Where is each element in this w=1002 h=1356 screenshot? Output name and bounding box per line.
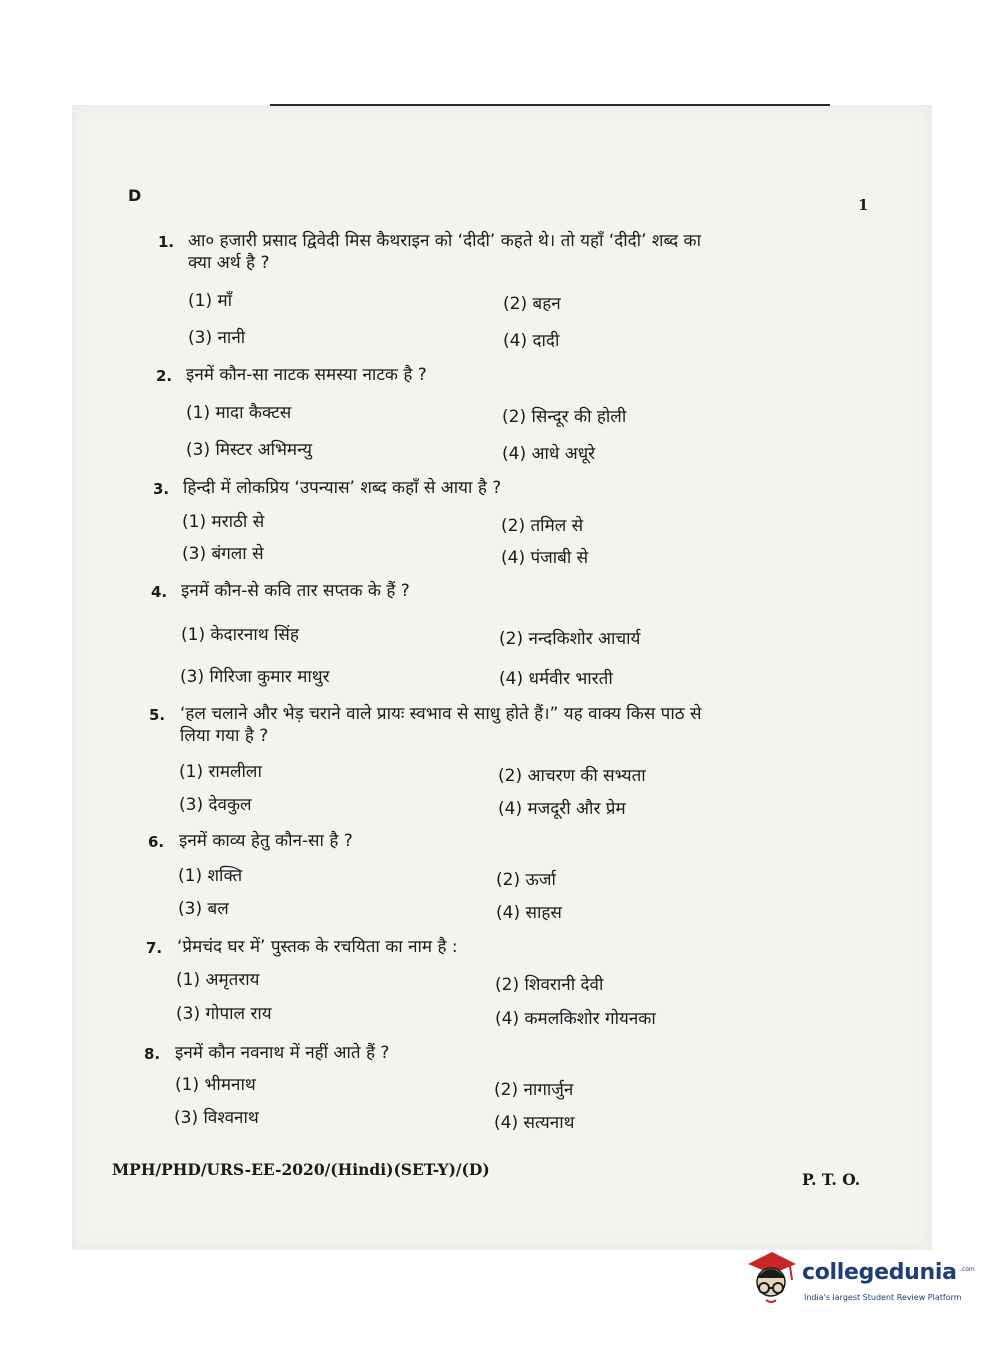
question-number: 6. — [148, 833, 165, 851]
option-3: (3) विश्वनाथ — [174, 1108, 259, 1128]
option-3: (3) देवकुल — [179, 795, 252, 815]
question-text: इनमें कौन-सा नाटक समस्या नाटक है ? — [186, 365, 427, 385]
paper-code: MPH/PHD/URS-EE-2020/(Hindi)(SET-Y)/(D) — [112, 1160, 490, 1179]
option-1: (1) भीमनाथ — [175, 1075, 256, 1095]
logo-tagline: India's largest Student Review Platform — [804, 1293, 962, 1302]
option-1: (1) केदारनाथ सिंह — [181, 625, 299, 645]
option-4: (4) मजदूरी और प्रेम — [498, 799, 626, 819]
option-3: (3) बंगला से — [182, 544, 264, 564]
question-number: 7. — [146, 939, 163, 957]
option-2: (2) शिवरानी देवी — [495, 975, 604, 995]
question-number: 2. — [156, 367, 173, 385]
option-4: (4) पंजाबी से — [501, 548, 589, 568]
question-text: आ० हजारी प्रसाद द्विवेदी मिस कैथराइन को ‘दीदी’ कहते थे। तो यहाँ ‘दीदी’ शब्द का क्या अर्थ है ? — [188, 231, 702, 273]
option-4: (4) कमलकिशोर गोयनका — [495, 1009, 656, 1029]
pto-label: P. T. O. — [802, 1170, 861, 1189]
question-text: ‘प्रेमचंद घर में’ पुस्तक के रचयिता का नाम है : — [177, 937, 458, 957]
option-1: (1) माँ — [188, 291, 233, 311]
question-text: ‘हल चलाने और भेड़ चराने वाले प्रायः स्वभाव से साधु होते हैं।” यह वाक्य किस पाठ से लिया गया है ? — [180, 704, 702, 746]
question-text: इनमें कौन-से कवि तार सप्तक के हैं ? — [181, 581, 410, 601]
option-3: (3) बल — [178, 899, 229, 919]
option-2: (2) नागार्जुन — [494, 1080, 574, 1100]
option-3: (3) मिस्टर अभिमन्यु — [186, 440, 312, 460]
option-2: (2) सिन्दूर की होली — [502, 407, 627, 427]
option-3: (3) गोपाल राय — [176, 1004, 272, 1024]
option-2: (2) ऊर्जा — [496, 870, 556, 890]
option-3: (3) नानी — [188, 328, 246, 348]
option-1: (1) रामलीला — [179, 762, 262, 782]
collegedunia-logo[interactable] — [742, 1250, 975, 1310]
logo-wordmark: collegedunia — [802, 1260, 957, 1285]
logo-domain: .com — [960, 1266, 975, 1273]
option-3: (3) गिरिजा कुमार माथुर — [180, 667, 330, 687]
option-2: (2) आचरण की सभ्यता — [498, 766, 646, 786]
graduate-mascot-icon — [742, 1250, 800, 1310]
option-1: (1) शक्ति — [178, 866, 243, 886]
question-number: 1. — [158, 233, 175, 251]
question-number: 5. — [149, 706, 166, 724]
option-1: (1) अमृतराय — [176, 970, 260, 990]
option-1: (1) मराठी से — [182, 512, 265, 532]
question-text: हिन्दी में लोकप्रिय ‘उपन्यास’ शब्द कहाँ से आया है ? — [183, 478, 502, 498]
option-2: (2) तमिल से — [501, 516, 584, 536]
top-rule — [270, 104, 830, 106]
option-4: (4) दादी — [503, 331, 560, 351]
option-2: (2) नन्दकिशोर आचार्य — [499, 629, 641, 649]
option-4: (4) साहस — [496, 903, 562, 923]
option-4: (4) धर्मवीर भारती — [499, 669, 613, 689]
page-number: 1 — [858, 196, 869, 214]
question-number: 4. — [151, 583, 168, 601]
question-number: 3. — [153, 480, 170, 498]
option-4: (4) सत्यनाथ — [494, 1113, 575, 1133]
option-2: (2) बहन — [503, 294, 561, 314]
option-4: (4) आधे अधूरे — [502, 444, 596, 464]
question-number: 8. — [144, 1045, 161, 1063]
set-code: D — [128, 186, 142, 205]
option-1: (1) मादा कैक्टस — [186, 403, 292, 423]
question-text: इनमें कौन नवनाथ में नहीं आते हैं ? — [175, 1043, 390, 1063]
question-text: इनमें काव्य हेतु कौन-सा है ? — [179, 831, 353, 851]
